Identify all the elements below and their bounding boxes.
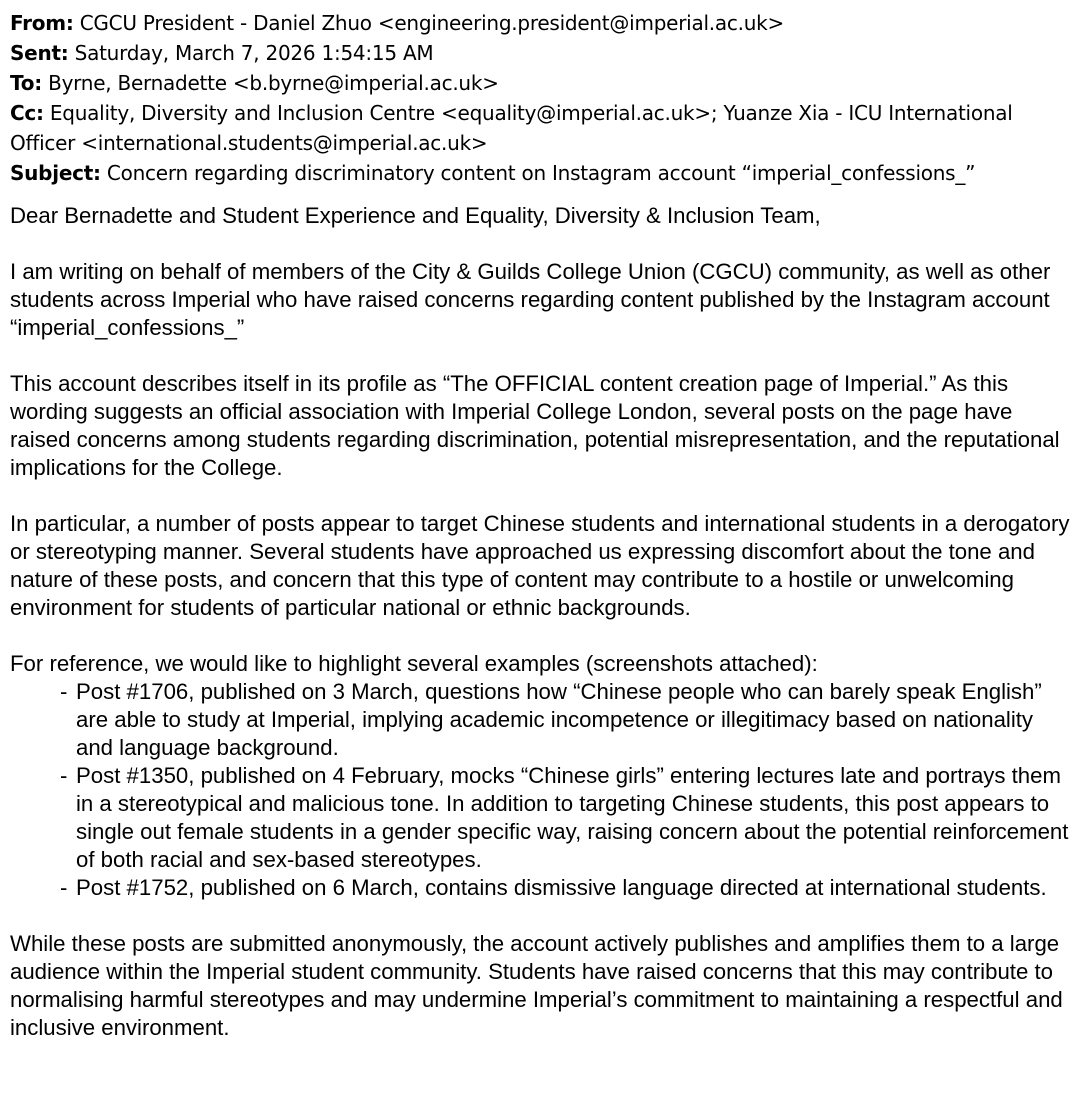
to-value: Byrne, Bernadette <b.byrne@imperial.ac.uk> bbox=[48, 71, 499, 95]
body-paragraph-2: This account describes itself in its profile as “The OFFICIAL content creation page of Imperial.” As this wording suggests an official association with Imperial College London, several posts on the page have raised concerns among students regarding discrimination, potential misrepresentation, and the reputational implications for the College. bbox=[10, 371, 1060, 480]
paragraph-spacer bbox=[10, 482, 1070, 510]
to-row bbox=[10, 68, 1070, 98]
cc-row bbox=[10, 98, 1070, 158]
cc-label: Cc: bbox=[10, 101, 44, 125]
subject-value: Concern regarding discriminatory content on Instagram account “imperial_confessions_” bbox=[106, 161, 976, 185]
paragraph-spacer bbox=[10, 622, 1070, 650]
from-label: From: bbox=[10, 11, 74, 35]
from-value: CGCU President - Daniel Zhuo <engineering.president@imperial.ac.uk> bbox=[79, 11, 785, 35]
list-dash: - bbox=[60, 763, 68, 788]
email-body bbox=[10, 202, 1070, 1042]
example-text: Post #1752, published on 6 March, contains dismissive language directed at international students. bbox=[76, 875, 1047, 900]
sent-label: Sent: bbox=[10, 41, 69, 65]
examples-list bbox=[10, 678, 1070, 902]
example-text: Post #1706, published on 3 March, questions how “Chinese people who can barely speak English” are able to study at Imperial, implying academic incompetence or illegitimacy based on nationality and language background. bbox=[76, 679, 1042, 760]
paragraph-spacer bbox=[10, 230, 1070, 258]
list-dash: - bbox=[60, 679, 68, 704]
closing-paragraph: While these posts are submitted anonymously, the account actively publishes and amplifies them to a large audience within the Imperial student community. Students have raised concerns that this may contribute to normalising harmful stereotypes and may undermine Imperial’s commitment to maintaining a respectful and inclusive environment. bbox=[10, 931, 1063, 1040]
example-text: Post #1350, published on 4 February, mocks “Chinese girls” entering lectures late and portrays them in a stereotypical and malicious tone. In addition to targeting Chinese students, this post appears to single out female students in a gender specific way, raising concern about the potential reinforcement of both racial and sex-based stereotypes. bbox=[76, 763, 1069, 872]
body-paragraph-1: I am writing on behalf of members of the City & Guilds College Union (CGCU) community, as well as other students across Imperial who have raised concerns regarding content published by the Instagram account “imperial_confessions_” bbox=[10, 259, 1051, 340]
from-row bbox=[10, 8, 1070, 38]
sent-value: Saturday, March 7, 2026 1:54:15 AM bbox=[74, 41, 434, 65]
cc-value: Equality, Diversity and Inclusion Centre <equality@imperial.ac.uk>; Yuanze Xia - ICU International Officer <international.students@imperial.ac.uk> bbox=[10, 101, 1013, 155]
example-item-1706 bbox=[10, 678, 1070, 762]
greeting: Dear Bernadette and Student Experience and Equality, Diversity & Inclusion Team, bbox=[10, 203, 821, 228]
paragraph-spacer bbox=[10, 342, 1070, 370]
subject-row bbox=[10, 158, 1070, 188]
subject-label: Subject: bbox=[10, 161, 101, 185]
paragraph-spacer bbox=[10, 902, 1070, 930]
list-dash: - bbox=[60, 875, 68, 900]
examples-intro: For reference, we would like to highlight several examples (screenshots attached): bbox=[10, 651, 818, 676]
email-header bbox=[10, 8, 1070, 188]
sent-row bbox=[10, 38, 1070, 68]
example-item-1752 bbox=[10, 874, 1070, 902]
body-paragraph-3: In particular, a number of posts appear to target Chinese students and international students in a derogatory or stereotyping manner. Several students have approached us expressing discomfort about the tone and nature of these posts, and concern that this type of content may contribute to a hostile or unwelcoming environment for students of particular national or ethnic backgrounds. bbox=[10, 511, 1070, 620]
to-label: To: bbox=[10, 71, 42, 95]
example-item-1350 bbox=[10, 762, 1070, 874]
